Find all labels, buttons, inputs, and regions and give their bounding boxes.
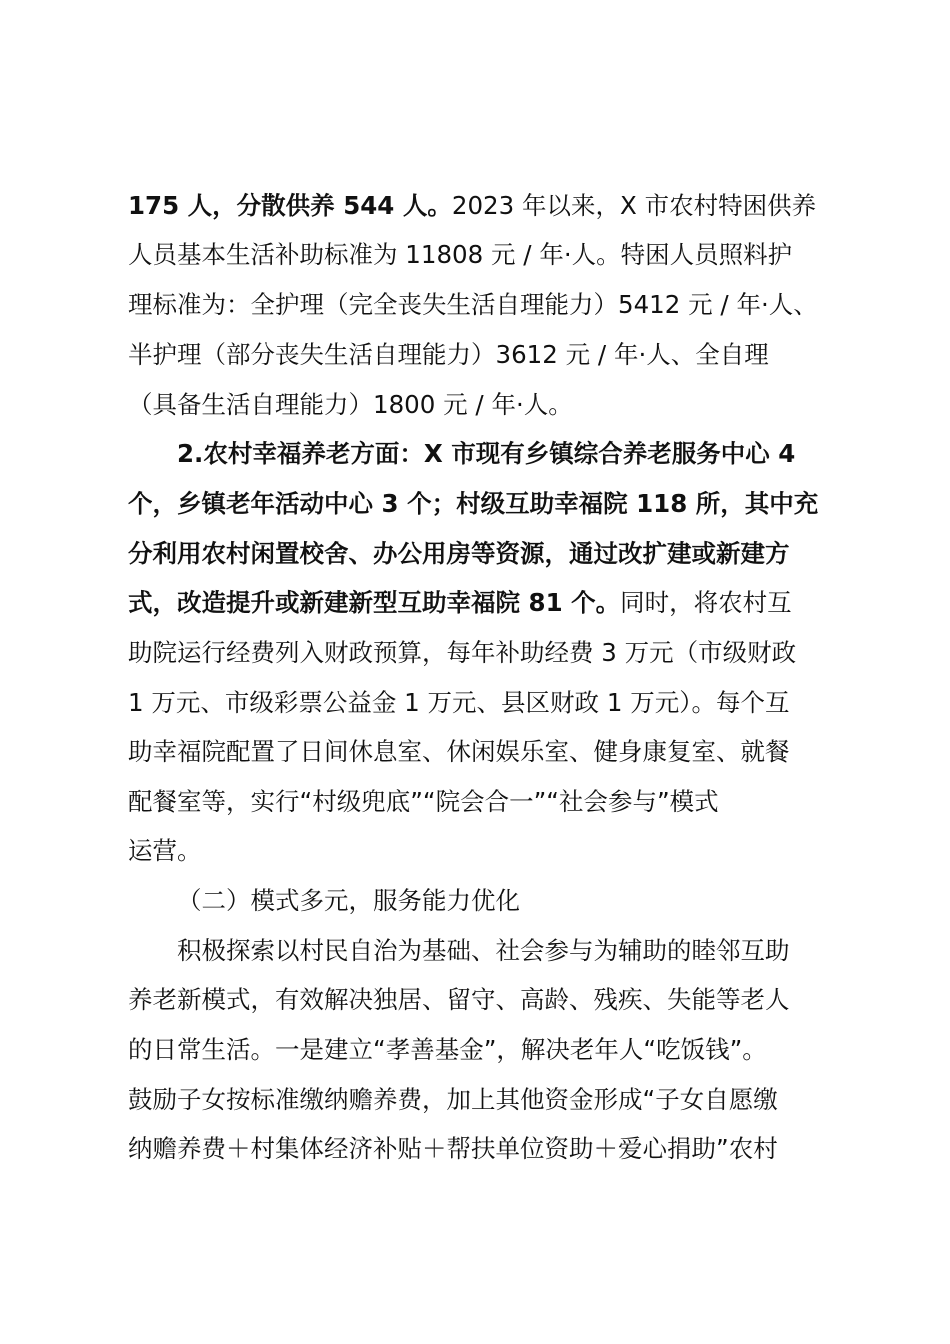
body-text: 配餐室等，实行“村级兜底”“院会合一”“社会参与”模式	[128, 787, 719, 816]
heading-line	[177, 429, 795, 479]
text-line	[128, 1025, 767, 1075]
text-line	[128, 1124, 778, 1174]
text-line	[128, 1075, 778, 1125]
bold-text: 分利用农村闲置校舍、办公用房等资源，通过改扩建或新建方	[128, 539, 790, 568]
body-text: 运营。	[128, 836, 202, 865]
text-line	[128, 380, 573, 430]
text-line	[128, 777, 719, 827]
body-text: 半护理（部分丧失生活自理能力）3612 元 / 年·人、全自理	[128, 340, 769, 369]
section-heading-text: （二）模式多元，服务能力优化	[177, 886, 520, 915]
text-line	[128, 727, 790, 777]
section-heading	[177, 876, 520, 926]
text-line	[128, 181, 816, 231]
body-text: 人员基本生活补助标准为 11808 元 / 年·人。特困人员照料护	[128, 240, 793, 269]
body-text: （具备生活自理能力）1800 元 / 年·人。	[128, 390, 573, 419]
bold-text: 式，改造提升或新建新型互助幸福院 81 个。	[128, 588, 621, 617]
bold-text: 2.农村幸福养老方面：X 市现有乡镇综合养老服务中心 4	[177, 439, 796, 468]
text-line	[128, 975, 790, 1025]
body-text: 积极探索以村民自治为基础、社会参与为辅助的睦邻互助	[177, 936, 790, 965]
body-text: 养老新模式，有效解决独居、留守、高龄、残疾、失能等老人	[128, 985, 790, 1014]
bold-text: 个，乡镇老年活动中心 3 个；村级互助幸福院 118 所，其中充	[128, 489, 819, 518]
body-text: 的日常生活。一是建立“孝善基金”，解决老年人“吃饭钱”。	[128, 1035, 767, 1064]
text-line	[128, 826, 202, 876]
body-text: 助幸福院配置了日间休息室、休闲娱乐室、健身康复室、就餐	[128, 737, 790, 766]
body-text: 助院运行经费列入财政预算，每年补助经费 3 万元（市级财政	[128, 638, 797, 667]
text-line	[128, 230, 792, 280]
text-line	[128, 628, 796, 678]
text-line	[128, 678, 789, 728]
text-line	[128, 479, 818, 529]
text-line	[128, 330, 769, 380]
body-text: 1 万元、市级彩票公益金 1 万元、县区财政 1 万元）。每个互	[128, 688, 790, 717]
body-text: 鼓励子女按标准缴纳赡养费，加上其他资金形成“子女自愿缴	[128, 1085, 778, 1114]
text-line	[128, 280, 818, 330]
text-line	[128, 529, 790, 579]
text-line	[128, 578, 792, 628]
body-text: 纳赡养费＋村集体经济补贴＋帮扶单位资助＋爱心捐助”农村	[128, 1134, 778, 1163]
body-text: 同时，将农村互	[620, 588, 792, 617]
text-line	[177, 926, 790, 976]
bold-text: 175 人，分散供养 544 人。	[128, 191, 452, 220]
body-text: 理标准为：全护理（完全丧失生活自理能力）5412 元 / 年·人、	[128, 290, 818, 319]
body-text: 2023 年以来，X 市农村特困供养	[451, 191, 817, 220]
